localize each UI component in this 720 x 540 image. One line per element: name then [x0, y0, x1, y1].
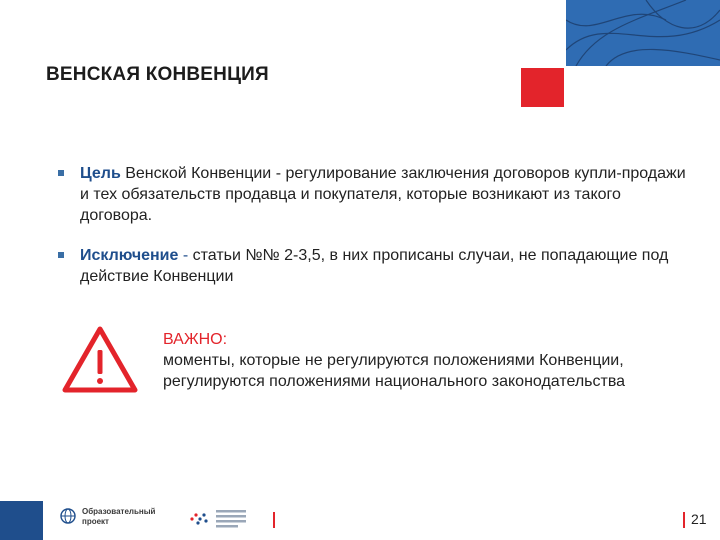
bullet-text — [80, 245, 690, 287]
bullet-text — [80, 163, 690, 226]
logo-label: Образовательный проект — [82, 507, 156, 526]
footer-separator — [683, 512, 685, 528]
globe-icon — [60, 508, 76, 524]
decorative-corner-pattern — [566, 0, 720, 66]
bullet-marker — [58, 252, 64, 258]
bullet-body: Венской Конвенции - регулирование заключения договоров купли-продажи и тех обязательств продавца и покупателя, которые возникают из такого договора. — [80, 165, 686, 224]
bullet-keyword: Цель — [80, 165, 121, 182]
footer-separator — [273, 512, 275, 528]
bullet-body: статьи №№ 2-3,5, в них прописаны случаи, не попадающие под действие Конвенции — [80, 247, 669, 285]
warning-title: ВАЖНО: — [163, 331, 228, 348]
bullet-goal — [58, 163, 698, 229]
bullet-exception — [58, 245, 698, 291]
partner-logo — [186, 505, 266, 535]
warning-triangle-icon — [60, 324, 140, 396]
footer-blue-block — [0, 501, 43, 540]
bullet-keyword: Исключение — [80, 247, 179, 264]
bullet-dash: - — [178, 247, 193, 264]
page-number: 21 — [691, 511, 707, 527]
warning-text: моменты, которые не регулируются положениями Конвенции, регулируются положениями национального законодательства — [163, 352, 626, 390]
education-project-logo — [60, 505, 170, 535]
warning-note — [163, 329, 708, 392]
red-accent-square — [521, 68, 564, 107]
bullet-marker — [58, 170, 64, 176]
slide-title: ВЕНСКАЯ КОНВЕНЦИЯ — [46, 64, 269, 85]
